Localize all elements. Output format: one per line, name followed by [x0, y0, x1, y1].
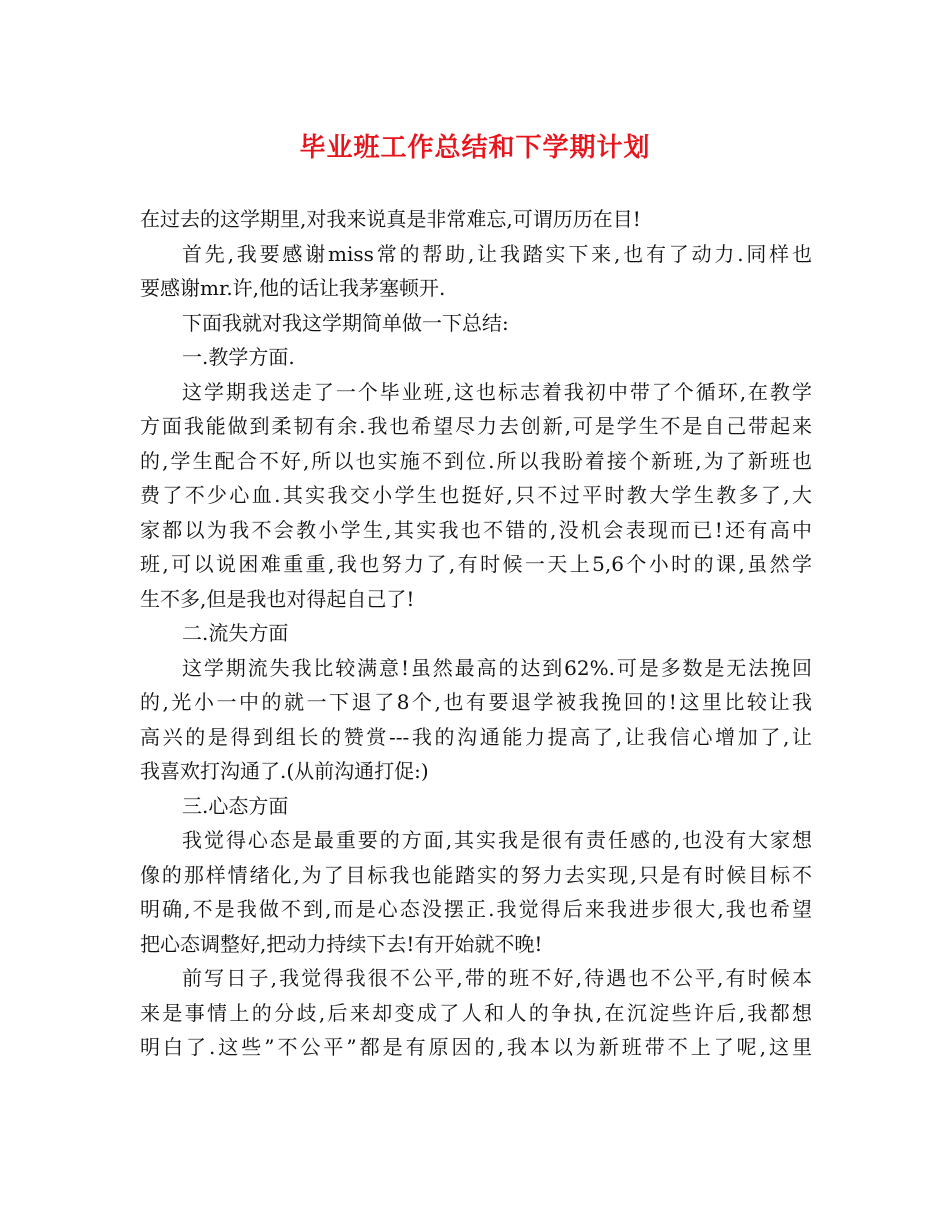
text-line: 费了不少心血.其实我交小学生也挺好,只不过平时教大学生教多了,大	[140, 483, 812, 507]
text-line: 三.心态方面	[182, 793, 289, 818]
text-line: 二.流失方面	[182, 621, 289, 645]
text-line: 下面我就对我这学期简单做一下总结:	[182, 310, 509, 335]
text-line: 要感谢mr.许,他的话让我茅塞顿开.	[140, 276, 446, 300]
text-line: 的,光小一中的就一下退了8个,也有要退学被我挽回的!这里比较让我	[140, 690, 812, 714]
text-line: 我喜欢打沟通了.(从前沟通打促:)	[140, 759, 429, 783]
text-line: 生不多,但是我也对得起自己了!	[140, 586, 415, 611]
text-line: 高兴的是得到组长的赞赏---我的沟通能力提高了,让我信心增加了,让	[140, 724, 812, 749]
text-line: 的,学生配合不好,所以也实施不到位.所以我盼着接个新班,为了新班也	[140, 448, 812, 473]
text-line: 班,可以说困难重重,我也努力了,有时候一天上5,6个小时的课,虽然学	[140, 552, 812, 576]
text-line: 像的那样情绪化,为了目标我也能踏实的努力去实现,只是有时候目标不	[140, 862, 812, 887]
text-line: 方面我能做到柔韧有余.我也希望尽力去创新,可是学生不是自己带起来	[140, 414, 812, 438]
text-line: 明确,不是我做不到,而是心态没摆正.我觉得后来我进步很大,我也希望	[140, 897, 812, 921]
text-line: 我觉得心态是最重要的方面,其实我是很有责任感的,也没有大家想	[182, 828, 812, 852]
text-line: 这学期流失我比较满意!虽然最高的达到62%.可是多数是无法挽回	[182, 655, 812, 680]
text-line: 在过去的这学期里,对我来说真是非常难忘,可谓历历在目!	[140, 207, 641, 231]
text-line: 家都以为我不会教小学生,其实我也不错的,没机会表现而已!还有高中	[140, 517, 812, 542]
text-line: 前写日子,我觉得我很不公平,带的班不好,待遇也不公平,有时候本	[182, 966, 812, 990]
text-line: 这学期我送走了一个毕业班,这也标志着我初中带了个循环,在教学	[182, 379, 812, 404]
document-title: 毕业班工作总结和下学期计划	[299, 133, 651, 163]
text-line: 来是事情上的分歧,后来却变成了人和人的争执,在沉淀些许后,我都想	[140, 1000, 812, 1025]
document-body	[140, 202, 812, 1065]
text-line: 首先,我要感谢miss常的帮助,让我踏实下来,也有了动力.同样也	[182, 241, 812, 266]
text-line: 把心态调整好,把动力持续下去!有开始就不晚!	[140, 931, 543, 956]
text-line: 明白了.这些”不公平”都是有原因的,我本以为新班带不上了呢,这里	[140, 1035, 812, 1059]
text-line: 一.教学方面.	[182, 345, 295, 369]
